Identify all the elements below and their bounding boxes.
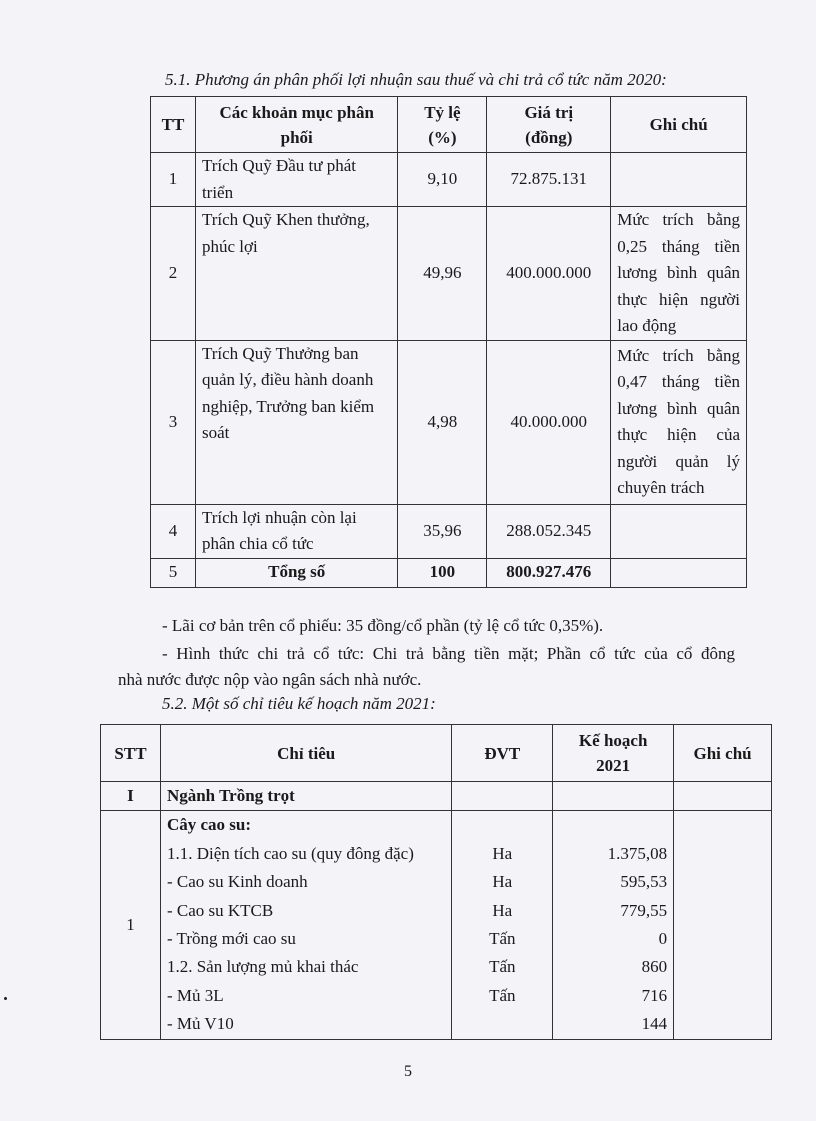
row-note: Mức trích bằng 0,47 tháng tiền lương bình quân thực hiện của người quản lý chuyên trách	[611, 340, 747, 504]
header-ratio: Tỷ lệ (%)	[398, 97, 487, 153]
total-note	[611, 558, 747, 587]
total-value: 800.927.476	[487, 558, 611, 587]
row-tt: 1	[151, 153, 196, 207]
row-tt: 4	[151, 504, 196, 558]
row-item: Trích Quỹ Thưởng ban quản lý, điều hành doanh nghiệp, Trưởng ban kiểm soát	[195, 340, 398, 504]
indicator-line: 1.2. Sản lượng mủ khai thác	[166, 957, 359, 977]
total-ratio: 100	[398, 558, 487, 587]
table-row	[101, 811, 772, 1039]
row-indicator	[160, 811, 451, 1039]
row-tt: 3	[151, 340, 196, 504]
indicator-line: - Mủ V10	[166, 1014, 234, 1034]
section-5-1-caption: 5.1. Phương án phân phối lợi nhuận sau thuế và chi trả cổ tức năm 2020:	[165, 70, 667, 89]
header-tt: TT	[151, 97, 196, 153]
row-value: 288.052.345	[487, 504, 611, 558]
row-value: 400.000.000	[487, 207, 611, 341]
indicator-line: 1.1. Diện tích cao su (quy đông đặc)	[166, 843, 414, 863]
dividend-method-line2: nhà nước được nộp vào ngân sách nhà nước.	[118, 670, 422, 689]
indicator-line: - Cao su KTCB	[166, 900, 274, 920]
header-stt: STT	[101, 725, 161, 782]
indicator-line: - Cao su Kinh doanh	[166, 872, 308, 892]
row-item: Trích Quỹ Đầu tư phát triển	[195, 153, 398, 207]
row-ratio: 9,10	[398, 153, 487, 207]
indicator-line: - Trồng mới cao su	[166, 929, 296, 949]
row-ratio: 35,96	[398, 504, 487, 558]
profit-distribution-table	[150, 96, 747, 588]
indicator-line: - Mủ 3L	[166, 985, 224, 1005]
table-row	[151, 207, 747, 341]
header-plan: Kế hoạch 2021	[553, 725, 674, 782]
row-stt: 1	[101, 811, 161, 1039]
table-row	[151, 504, 747, 558]
row-note	[611, 153, 747, 207]
row-value: 72.875.131	[487, 153, 611, 207]
table-row	[151, 153, 747, 207]
dividend-method-line1: - Hình thức chi trả cổ tức: Chi trả bằng tiền mặt; Phần cổ tức của cổ đông	[162, 644, 735, 663]
table-row	[151, 340, 747, 504]
group-row	[101, 782, 772, 811]
row-plan: 1.375,08 595,53 779,55 0 860 716 144	[553, 811, 674, 1039]
header-value: Giá trị (đồng)	[487, 97, 611, 153]
rubber-title: Cây cao su:	[166, 815, 252, 835]
row-unit: Ha Ha Ha Tấn Tấn Tấn	[452, 811, 553, 1039]
row-item: Trích lợi nhuận còn lại phân chia cổ tức	[195, 504, 398, 558]
row-tt: 2	[151, 207, 196, 341]
group-stt: I	[101, 782, 161, 811]
row-ratio: 4,98	[398, 340, 487, 504]
row-item: Trích Quỹ Khen thưởng, phúc lợi	[195, 207, 398, 341]
total-tt: 5	[151, 558, 196, 587]
scan-speck	[4, 997, 7, 1000]
header-note: Ghi chú	[674, 725, 772, 782]
section-5-2-caption: 5.2. Một số chỉ tiêu kế hoạch năm 2021:	[162, 694, 436, 713]
eps-paragraph: - Lãi cơ bản trên cổ phiếu: 35 đồng/cổ phần (tỷ lệ cổ tức 0,35%).	[162, 616, 604, 635]
header-note: Ghi chú	[611, 97, 747, 153]
row-note	[674, 811, 772, 1039]
group-label: Ngành Trồng trọt	[160, 782, 451, 811]
row-note: Mức trích bằng 0,25 tháng tiền lương bình quân thực hiện người lao động	[611, 207, 747, 341]
header-indicator: Chỉ tiêu	[160, 725, 451, 782]
header-item: Các khoản mục phân phối	[195, 97, 398, 153]
row-note	[611, 504, 747, 558]
row-ratio: 49,96	[398, 207, 487, 341]
total-label: Tổng số	[195, 558, 398, 587]
page-number: 5	[404, 1063, 412, 1080]
total-row	[151, 558, 747, 587]
table-header-row	[101, 725, 772, 782]
row-value: 40.000.000	[487, 340, 611, 504]
plan-indicators-table	[100, 724, 772, 1040]
header-unit: ĐVT	[452, 725, 553, 782]
table-header-row	[151, 97, 747, 153]
